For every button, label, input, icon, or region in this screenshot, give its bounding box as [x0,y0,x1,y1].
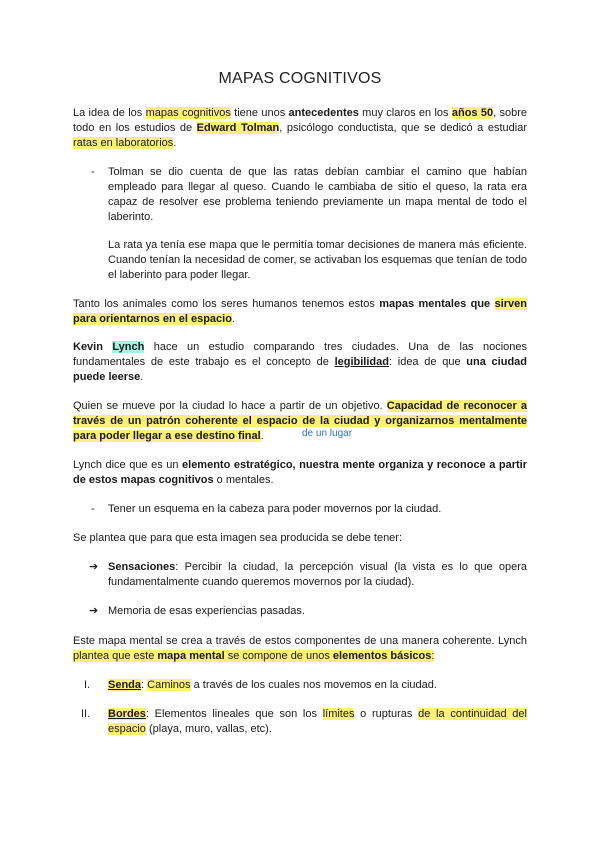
arrow-item-sensaciones: Sensaciones: Percibir la ciudad, la percepción visual (la vista es lo que opera fundamentalmente cuando queremos movernos por la ciudad). [108,561,527,588]
list-numeral: II. [81,708,91,720]
list-numeral: I. [84,679,91,691]
paragraph-intro: La idea de los mapas cognitivos tiene unos antecedentes muy claros en los años 50, sobre todo en los estudios de Edward Tolman, psicólogo conductista, que se dedicó a estudiar ratas en laboratorios. [73,107,527,149]
bullet-dash: - [91,166,95,178]
paragraph-imagen: Se plantea que para que esta imagen sea producida se debe tener: [73,532,403,544]
bullet-tolman: Tolman se dio cuenta de que las ratas debían cambiar el camino que habían empleado para llegar al queso. Cuando le cambiaba de sitio el queso, la rata era capaz de resolver ese problema teniendo previamente un mapa mental de todo el laberinto. [108,166,527,223]
bullet-esquema: Tener un esquema en la cabeza para poder movernos por la ciudad. [108,503,442,515]
list-item-senda: Senda: Caminos a través de los cuales nos movemos en la ciudad. [108,679,437,691]
arrow-item-memoria: Memoria de esas experiencias pasadas. [108,605,305,617]
list-item-bordes: Bordes: Elementos lineales que son los límites o rupturas de la continuidad del espacio (playa, muro, vallas, etc). [108,708,527,735]
arrow-right-icon: ➔ [89,605,99,617]
page-title: MAPAS COGNITIVOS [218,70,382,87]
bullet-tolman-continued: La rata ya tenía ese mapa que le permitía tomar decisiones de manera más eficiente. Cuando tenían la necesidad de comer, se activaban los esquemas que tenían de todo el laberinto para poder llegar. [108,239,527,281]
paragraph-elemento-estrategico: Lynch dice que es un elemento estratégico, nuestra mente organiza y reconoce a partir de estos mapas cognitivos o mentales. [73,459,527,486]
arrow-right-icon: ➔ [89,561,99,573]
handwritten-note: de un lugar [302,428,353,439]
bullet-dash: - [91,503,95,515]
paragraph-capacidad: Quien se mueve por la ciudad lo hace a partir de un objetivo. Capacidad de reconocer a través de un patrón coherente el espacio de la ciudad y organizarnos mentalmente para poder llegar a ese destino final. [73,400,527,442]
paragraph-lynch: Kevin Lynch hace un estudio comparando tres ciudades. Una de las nociones fundamentales de este trabajo es el concepto de legibilidad: idea de que una ciudad puede leerse. [73,341,527,383]
paragraph-elementos-basicos: Este mapa mental se crea a través de estos componentes de una manera coherente. Lynch plantea que este mapa mental se compone de unos elementos básicos: [73,635,527,662]
paragraph-mapas-mentales: Tanto los animales como los seres humanos tenemos estos mapas mentales que sirven para orientarnos en el espacio. [73,298,527,325]
